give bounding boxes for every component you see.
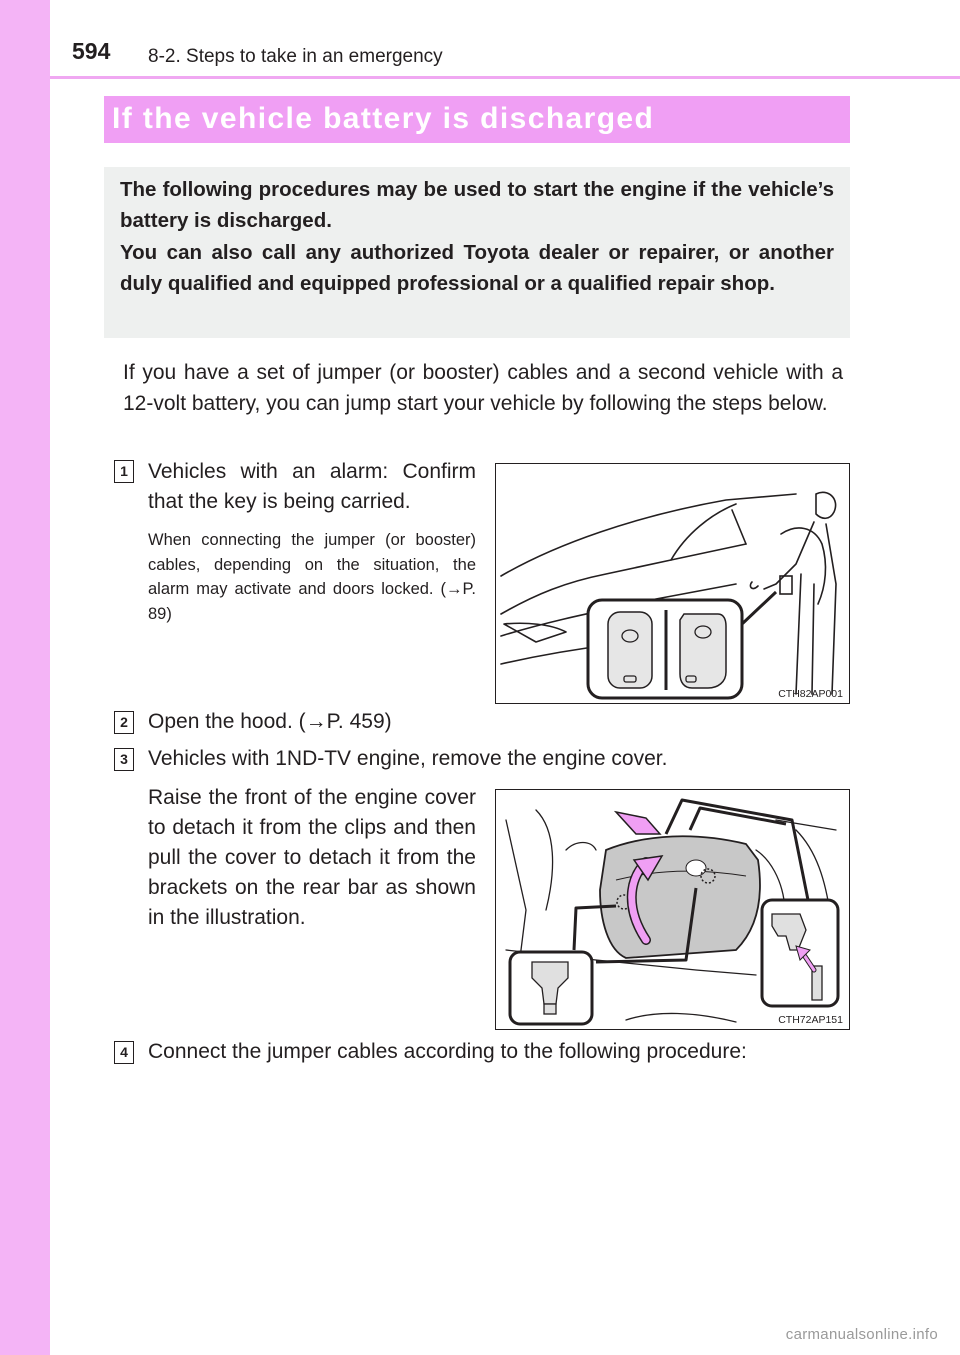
- intro-box: [104, 167, 850, 338]
- step-1-note: When connecting the jumper (or booster) cables, depending on the situation, the alarm may activate and doors locked. (→P. 89): [148, 531, 476, 623]
- step-2-badge: 2: [114, 711, 134, 734]
- page-title: If the vehicle battery is discharged: [112, 102, 655, 135]
- chapter-side-band: [0, 0, 50, 1355]
- step-4-text: Connect the jumper cables according to the following procedure:: [148, 1040, 747, 1063]
- car-and-key-drawing: [496, 464, 849, 703]
- step-4-badge: 4: [114, 1041, 134, 1064]
- body-paragraph: If you have a set of jumper (or booster) cables and a second vehicle with a 12-volt battery, you can jump start your vehicle by following the steps below.: [123, 361, 843, 415]
- page-number: 594: [72, 38, 111, 64]
- engine-cover-drawing: [496, 790, 849, 1029]
- key-illustration-code: CTH82AP001: [778, 688, 843, 700]
- step-3-text: Vehicles with 1ND-TV engine, remove the engine cover.: [148, 747, 668, 770]
- key-illustration: [495, 463, 850, 704]
- step-3-detail: Raise the front of the engine cover to detach it from the clips and then pull the cover to detach it from the brackets on the rear bar as shown in the illustration.: [148, 786, 476, 929]
- step-1-badge: 1: [114, 460, 134, 483]
- intro-text: The following procedures may be used to start the engine if the vehicle’s battery is discharged. You can also call any authorized Toyota dealer or repairer, or another duly qualified and equipped professional or a qualified repair shop.: [120, 178, 834, 295]
- step-3-badge: 3: [114, 748, 134, 771]
- header-rule: [50, 76, 960, 79]
- section-title: 8-2. Steps to take in an emergency: [148, 46, 443, 67]
- footer-watermark: carmanualsonline.info: [785, 1326, 938, 1343]
- step-1-text: Vehicles with an alarm: Confirm that the key is being carried.: [148, 460, 476, 513]
- engine-cover-illustration: [495, 789, 850, 1030]
- step-2-text: Open the hood. (→P. 459): [148, 710, 392, 733]
- engine-illustration-code: CTH72AP151: [778, 1014, 843, 1026]
